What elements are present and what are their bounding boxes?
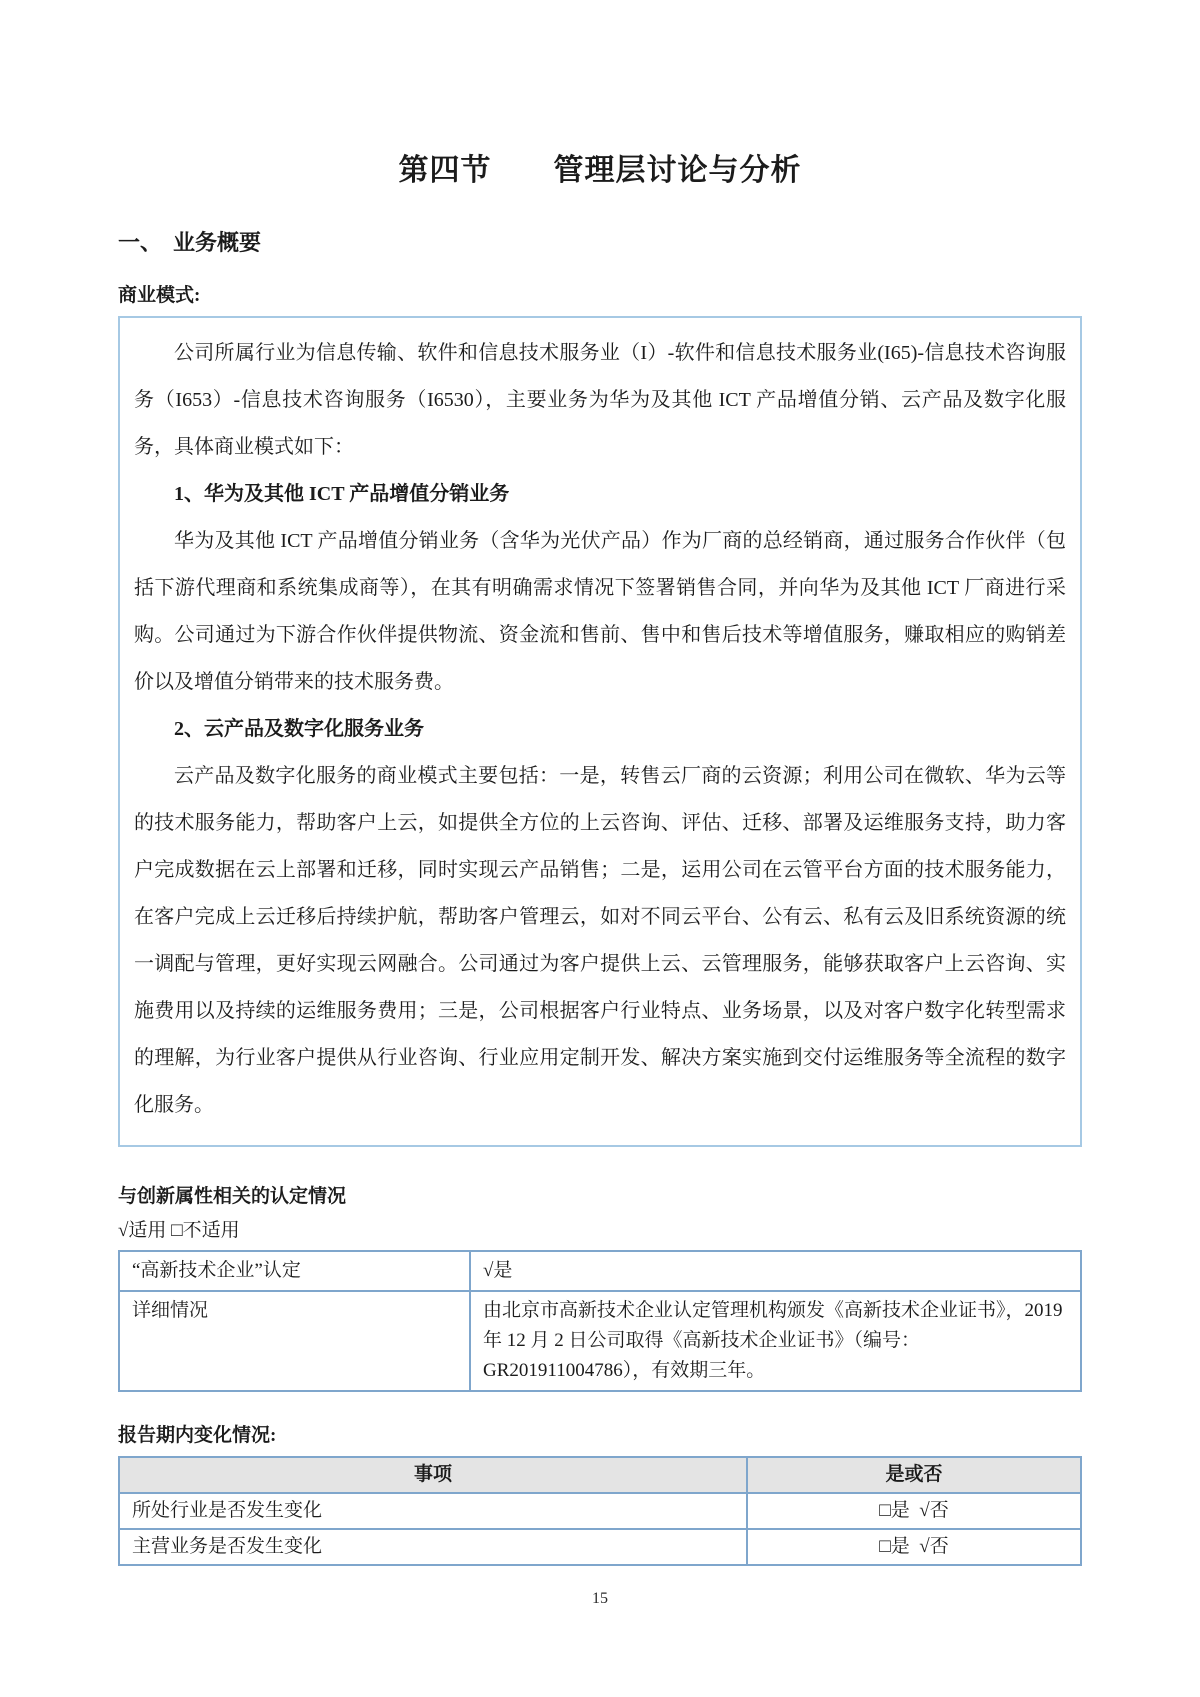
section-heading-business-overview: 一、 业务概要 (118, 230, 262, 255)
hi-tech-enterprise-label: “高新技术企业”认定 (119, 1251, 470, 1291)
table-row (119, 1493, 1081, 1529)
table-row (119, 1291, 1081, 1391)
applicability-checkline: √适用 □不适用 (118, 1220, 240, 1241)
change-item-industry: 所处行业是否发生变化 (119, 1493, 747, 1529)
business-model-paragraph: 云产品及数字化服务的商业模式主要包括：一是，转售云厂商的云资源；利用公司在微软、华为云等的技术服务能力，帮助客户上云，如提供全方位的上云咨询、评估、迁移、部署及运维服务支持，助力客户完成数据在云上部署和迁移，同时实现云产品销售；二是，运用公司在云管平台方面的技术服务能力，在客户完成上云迁移后持续护航，帮助客户管理云，如对不同云平台、公有云、私有云及旧系统资源的统一调配与管理，更好实现云网融合。公司通过为客户提供上云、云管理服务，能够获取客户上云咨询、实施费用以及持续的运维服务费用；三是，公司根据客户行业特点、业务场景，以及对客户数字化转型需求的理解，为行业客户提供从行业咨询、行业应用定制开发、解决方案实施到交付运维服务等全流程的数字化服务。 (134, 765, 1066, 1116)
business-model-paragraph: 公司所属行业为信息传输、软件和信息技术服务业（I）-软件和信息技术服务业(I65)-信息技术咨询服务（I653）-信息技术咨询服务（I6530），主要业务为华为及其他 ICT 产品增值分销、云产品及数字化服务，具体商业模式如下： (134, 342, 1066, 458)
page-number: 15 (592, 1590, 608, 1607)
business-model-label: 商业模式: (118, 285, 201, 306)
reporting-period-changes-table (118, 1456, 1082, 1566)
hi-tech-enterprise-value: √是 (470, 1251, 1081, 1291)
table-row (119, 1529, 1081, 1565)
page-title: 第四节 管理层讨论与分析 (398, 154, 802, 187)
table-row (119, 1251, 1081, 1291)
change-answer-industry: □是 √否 (747, 1493, 1081, 1529)
business-model-paragraph: 华为及其他 ICT 产品增值分销业务（含华为光伏产品）作为厂商的总经销商，通过服务合作伙伴（包括下游代理商和系统集成商等），在其有明确需求情况下签署销售合同，并向华为及其他 ICT 厂商进行采购。公司通过为下游合作伙伴提供物流、资金流和售前、售中和售后技术等增值服务，赚取相应的购销差价以及增值分销带来的技术服务费。 (134, 530, 1066, 693)
details-value: 由北京市高新技术企业认定管理机构颁发《高新技术企业证书》，2019 年 12 月 2 日公司取得《高新技术企业证书》（编号：GR201911004786），有效期三年。 (470, 1291, 1081, 1391)
change-answer-main-business: □是 √否 (747, 1529, 1081, 1565)
change-item-main-business: 主营业务是否发生变化 (119, 1529, 747, 1565)
reporting-period-changes-heading: 报告期内变化情况: (118, 1425, 277, 1446)
business-model-box (118, 316, 1082, 1147)
innovation-recognition-table (118, 1250, 1082, 1392)
column-header-yes-or-no: 是或否 (747, 1457, 1081, 1493)
column-header-item: 事项 (119, 1457, 747, 1493)
innovation-recognition-heading: 与创新属性相关的认定情况 (118, 1186, 347, 1207)
business-model-subheading-1: 1、华为及其他 ICT 产品增值分销业务 (174, 483, 510, 505)
table-header-row (119, 1457, 1081, 1493)
details-label: 详细情况 (119, 1291, 470, 1391)
business-model-subheading-2: 2、云产品及数字化服务业务 (174, 718, 424, 740)
